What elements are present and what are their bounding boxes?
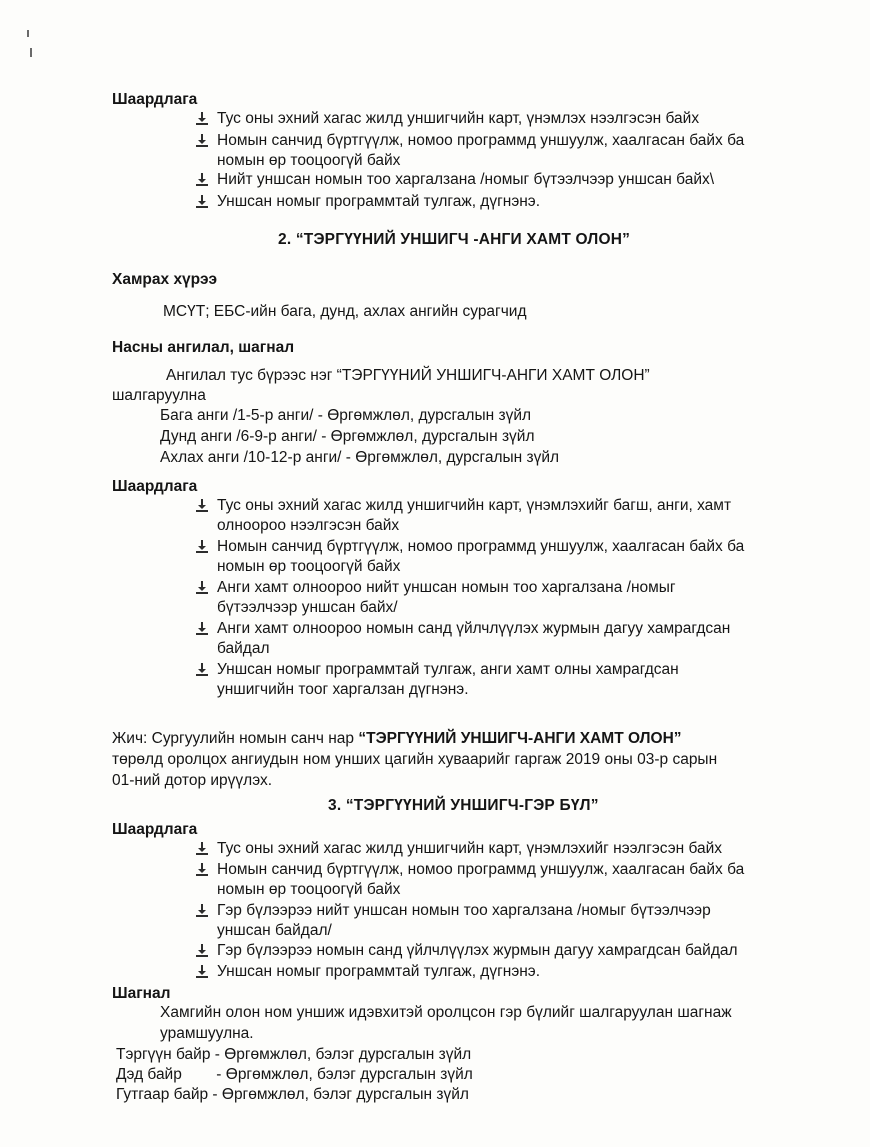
- bullet-text-continued: бүтээлчээр уншсан байх/: [217, 599, 398, 616]
- bullet-text: Номын санчид бүртгүүлж, номоо программд уншуулж, хаалгасан байх ба: [217, 538, 745, 555]
- bullet-text-continued: уншигчийн тоог харгалзан дүгнэнэ.: [217, 681, 469, 698]
- note-paragraph: [112, 729, 682, 748]
- bullet-text: Тус оны эхний хагас жилд уншигчийн карт, үнэмлэх нээлгэсэн байх: [217, 110, 700, 127]
- bullet-arrow-icon: [195, 539, 209, 554]
- bullet-text: Уншсан номыг программтай тулгаж, анги хамт олны хамрагдсан: [217, 661, 679, 678]
- bullet-arrow-icon: [195, 621, 209, 636]
- note-paragraph-continued: 01-ний дотор ирүүлэх.: [112, 772, 272, 789]
- bullet-text: Гэр бүлээрээ номын санд үйлчлүүлэх журмын дагуу хамрагдсан байдал: [217, 942, 738, 959]
- bullet-arrow-icon: [195, 841, 209, 856]
- bullet-text: Нийт уншсан номын тоо харгалзана /номыг бүтээлчээр уншсан байх\: [217, 171, 715, 188]
- bullet-text: Анги хамт олноороо нийт уншсан номын тоо харгалзана /номыг: [217, 579, 676, 596]
- scope-text: МСҮТ; ЕБС-ийн бага, дунд, ахлах ангийн сурагчид: [163, 303, 527, 320]
- place-item: Тэргүүн байр - Өргөмжлөл, бэлэг дурсгалын зүйл: [116, 1046, 472, 1063]
- requirements-heading: Шаардлага: [112, 821, 198, 838]
- award-text-continued: урамшуулна.: [160, 1025, 254, 1042]
- bullet-text-continued: байдал: [217, 640, 270, 657]
- bullet-arrow-icon: [195, 964, 209, 979]
- bullet-text: Уншсан номыг программтай тулгаж, дүгнэнэ.: [217, 193, 541, 210]
- bullet-arrow-icon: [195, 498, 209, 513]
- bullet-text: Гэр бүлээрээ нийт уншсан номын тоо харгалзана /номыг бүтээлчээр: [217, 902, 711, 919]
- note-paragraph-continued: төрөлд оролцох ангиудын ном унших цагийн хуваарийг гаргаж 2019 оны 03-р сарын: [112, 751, 718, 768]
- bullet-text: Уншсан номыг программтай тулгаж, дүгнэнэ.: [217, 963, 541, 980]
- requirements-heading: Шаардлага: [112, 91, 198, 108]
- age-category-heading: Насны ангилал, шагнал: [112, 339, 295, 356]
- requirements-heading: Шаардлага: [112, 478, 198, 495]
- scan-speck: [30, 48, 32, 57]
- bullet-arrow-icon: [195, 903, 209, 918]
- grade-item: Дунд анги /6-9-р анги/ - Өргөмжлөл, дурсгалын зүйл: [160, 428, 535, 445]
- bullet-text-continued: олноороо нээлгэсэн байх: [217, 517, 400, 534]
- note-highlight: “ТЭРГҮҮНИЙ УНШИГЧ-АНГИ ХАМТ ОЛОН”: [358, 730, 682, 747]
- bullet-text: Анги хамт олноороо номын санд үйлчлүүлэх журмын дагуу хамрагдсан: [217, 620, 731, 637]
- place-item: Дэд байр - Өргөмжлөл, бэлэг дурсгалын зүйл: [116, 1066, 473, 1083]
- bullet-arrow-icon: [195, 662, 209, 677]
- place-item: Гутгаар байр - Өргөмжлөл, бэлэг дурсгалын зүйл: [116, 1086, 469, 1103]
- bullet-arrow-icon: [195, 943, 209, 958]
- grade-item: Ахлах анги /10-12-р анги/ - Өргөмжлөл, дурсгалын зүйл: [160, 449, 560, 466]
- bullet-text-continued: номын өр тооцоогүй байх: [217, 881, 401, 898]
- bullet-arrow-icon: [195, 194, 209, 209]
- bullet-text-continued: уншсан байдал/: [217, 922, 332, 939]
- bullet-text: Тус оны эхний хагас жилд уншигчийн карт, үнэмлэхийг нээлгэсэн байх: [217, 840, 723, 857]
- award-text: Хамгийн олон ном уншиж идэвхитэй оролцсон гэр бүлийг шалгаруулан шагнаж: [160, 1004, 732, 1021]
- bullet-text: Тус оны эхний хагас жилд уншигчийн карт, үнэмлэхийг багш, анги, хамт: [217, 497, 732, 514]
- section-title: 2. “ТЭРГҮҮНИЙ УНШИГЧ -АНГИ ХАМТ ОЛОН”: [278, 231, 631, 248]
- scope-heading: Хамрах хүрээ: [112, 271, 218, 288]
- bullet-arrow-icon: [195, 580, 209, 595]
- note-prefix: Жич: Сургуулийн номын санч нар: [112, 730, 359, 747]
- bullet-text: Номын санчид бүртгүүлж, номоо программд уншуулж, хаалгасан байх ба: [217, 132, 745, 149]
- bullet-text-continued: номын өр тооцоогүй байх: [217, 152, 401, 169]
- grade-item: Бага анги /1-5-р анги/ - Өргөмжлөл, дурсгалын зүйл: [160, 407, 532, 424]
- age-category-text-continued: шалгаруулна: [112, 387, 206, 404]
- bullet-arrow-icon: [195, 172, 209, 187]
- section-title: 3. “ТЭРГҮҮНИЙ УНШИГЧ-ГЭР БҮЛ”: [328, 797, 599, 814]
- age-category-text: Ангилал тус бүрээс нэг “ТЭРГҮҮНИЙ УНШИГЧ-АНГИ ХАМТ ОЛОН”: [166, 367, 650, 384]
- bullet-arrow-icon: [195, 133, 209, 148]
- award-heading: Шагнал: [112, 985, 171, 1002]
- bullet-text: Номын санчид бүртгүүлж, номоо программд уншуулж, хаалгасан байх ба: [217, 861, 745, 878]
- bullet-arrow-icon: [195, 862, 209, 877]
- bullet-text-continued: номын өр тооцоогүй байх: [217, 558, 401, 575]
- bullet-arrow-icon: [195, 111, 209, 126]
- scan-speck: [27, 30, 29, 37]
